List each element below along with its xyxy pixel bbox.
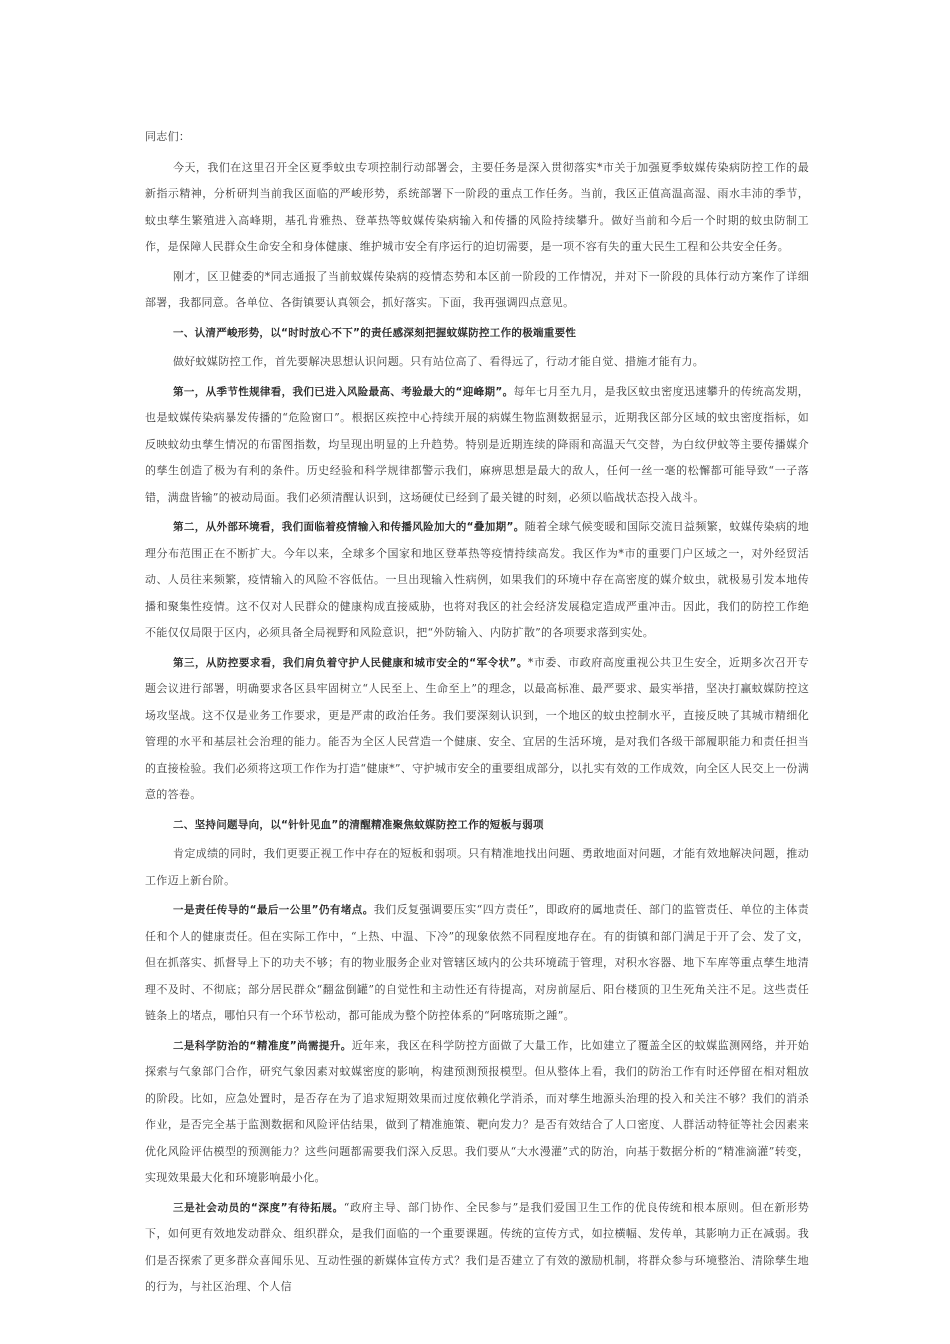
point-title: 第二，从外部环境看，我们面临着疫情输入和传播风险加大的“叠加期”。: [173, 521, 525, 533]
salutation: 同志们：: [145, 130, 191, 143]
point-paragraph: [145, 1033, 809, 1192]
point-body: 随着全球气候变暖和国际交流日益频繁，蚊媒传染病的地理分布范围正在不断扩大。今年以来，全球多个国家和地区登革热等疫情持续高发。我区作为*市的重要门户区域之一，对外经贸活动、人员往来频繁，疫情输入的风险不容低估。一旦出现输入性病例，如果我们的环境中存在高密度的媒介蚊虫，就极易引发本地传播和聚集性疫情。这不仅对人民群众的健康构成直接威胁，也将对我区的社会经济发展稳定造成严重冲击。因此，我们的防控工作绝不能仅仅局限于区内，必须具备全局视野和风险意识，把“外防输入、内防扩散”的各项要求落到实处。: [145, 520, 809, 639]
intro-paragraph: 刚才，区卫健委的*同志通报了当前蚊媒传染病的疫情态势和本区前一阶段的工作情况，并对下一阶段的具体行动方案作了详细部署，我都同意。各单位、各街镇要认真领会，抓好落实。下面，我再强调四点意见。: [145, 269, 809, 309]
point-title: 二是科学防治的“精准度”尚需提升。: [173, 1039, 352, 1052]
point-paragraph: [145, 650, 809, 809]
point-title: 一是责任传导的“最后一公里”仍有堵点。: [173, 904, 374, 916]
point-body: 近年来，我区在科学防控方面做了大量工作，比如建立了覆盖全区的蚊媒监测网络，并开始探索与气象部门合作，研究气象因素对蚊媒密度的影响，构建预测预报模型。但从整体上看，我们的防治工作有时还停留在相对粗放的阶段。比如，应急处置时，是否存在为了追求短期效果而过度依赖化学消杀，而对孳生地源头治理的投入和关注不够？我们的消杀作业，是否完全基于监测数据和风险评估结果，做到了精准施策、靶向发力？是否有效结合了人口密度、人群活动特征等社会因素来优化风险评估模型的预测能力？这些问题都需要我们深入反思。我们要从“大水漫灌”式的防治，向基于数据分析的“精准滴灌”转变，实现效果最大化和环境影响最小化。: [145, 1038, 810, 1184]
section-heading: 二、坚持问题导向，以“针针见血”的清醒精准聚焦蚊媒防控工作的短板与弱项: [173, 818, 544, 831]
point-title: 第一，从季节性规律看，我们已进入风险最高、考验最大的“迎峰期”。: [173, 385, 514, 398]
point-title: 第三，从防控要求看，我们肩负着守护人民健康和城市安全的“军令状”。: [173, 656, 528, 669]
point-body: 每年七月至九月，是我区蚊虫密度迅速攀升的传统高发期，也是蚊媒传染病暴发传播的“危险窗口”。根据区疾控中心持续开展的病媒生物监测数据显示，近期我区部分区域的蚊虫密度指标，如反映蚊幼虫孳生情况的布雷图指数，均呈现出明显的上升趋势。特别是近期连续的降雨和高温天气交替，为白纹伊蚊等主要传播媒介的孳生创造了极为有利的条件。历史经验和科学规律都警示我们，麻痹思想是最大的敌人，任何一丝一毫的松懈都可能导致“一子落错，满盘皆输”的被动局面。我们必须清醒认识到，这场硬仗已经到了最关键的时刻，必须以临战状态投入战斗。: [145, 384, 809, 504]
section-lead: 做好蚊媒防控工作，首先要解决思想认识问题。只有站位高了、看得远了，行动才能自觉、措施才能有力。: [173, 355, 705, 368]
section-heading: 一、认清严峻形势，以“时时放心不下”的责任感深刻把握蚊媒防控工作的极端重要性: [173, 326, 577, 339]
point-paragraph: [145, 1195, 809, 1301]
point-paragraph: [145, 514, 809, 647]
point-paragraph: [145, 379, 809, 512]
document-page: [145, 124, 809, 1304]
section-lead: 肯定成绩的同时，我们更要正视工作中存在的短板和弱项。只有精准地找出问题、勇敢地面对问题，才能有效地解决问题，推动工作迈上新台阶。: [145, 847, 809, 887]
point-title: 三是社会动员的“深度”有待拓展。: [173, 1201, 344, 1214]
point-body: “政府主导、部门协作、全民参与”是我们爱国卫生工作的优良传统和根本原则。但在新形势下，如何更有效地发动群众、组织群众，是我们面临的一个重要课题。传统的宣传方式，如拉横幅、发传单，其影响力正在减弱。我们是否探索了更多群众喜闻乐见、互动性强的新媒体宣传方式？我们是否建立了有效的激励机制，将群众参与环境整治、清除孳生地的行为，与社区治理、个人信: [145, 1200, 809, 1293]
point-body: *市委、市政府高度重视公共卫生安全，近期多次召开专题会议进行部署，明确要求各区县牢固树立“人民至上、生命至上”的理念，以最高标准、最严要求、最实举措，坚决打赢蚊媒防控这场攻坚战。这不仅是业务工作要求，更是严肃的政治任务。我们要深刻认识到，一个地区的蚊虫控制水平，直接反映了其城市精细化管理的水平和基层社会治理的能力。能否为全区人民营造一个健康、安全、宜居的生活环境，是对我们各级干部履职能力和责任担当的直接检验。我们必须将这项工作作为打造“健康*”、守护城市安全的重要组成部分，以扎实有效的工作成效，向全区人民交上一份满意的答卷。: [145, 655, 809, 801]
intro-paragraph: 今天，我们在这里召开全区夏季蚊虫专项控制行动部署会，主要任务是深入贯彻落实*市关于加强夏季蚊媒传染病防控工作的最新指示精神，分析研判当前我区面临的严峻形势，系统部署下一阶段的重点工作任务。当前，我区正值高温高湿、雨水丰沛的季节，蚊虫孳生繁殖进入高峰期，基孔肯雅热、登革热等蚊媒传染病输入和传播的风险持续攀升。做好当前和今后一个时期的蚊虫防制工作，是保障人民群众生命安全和身体健康、维护城市安全有序运行的迫切需要，是一项不容有失的重大民生工程和公共安全任务。: [145, 160, 809, 253]
point-body: 我们反复强调要压实“四方责任”，即政府的属地责任、部门的监管责任、单位的主体责任和个人的健康责任。但在实际工作中，“上热、中温、下冷”的现象依然不同程度地存在。有的街镇和部门满足于开了会、发了文，但在抓落实、抓督导上下的功夫不够；有的物业服务企业对管辖区域内的公共环境疏于管理，对积水容器、地下车库等重点孳生地清理不及时、不彻底；部分居民群众“翻盆倒罐”的自觉性和主动性还有待提高，对房前屋后、阳台楼顶的卫生死角关注不足。这些责任链条上的堵点，哪怕只有一个环节松动，都可能成为整个防控体系的“阿喀琉斯之踵”。: [145, 903, 809, 1022]
point-paragraph: [145, 897, 809, 1030]
